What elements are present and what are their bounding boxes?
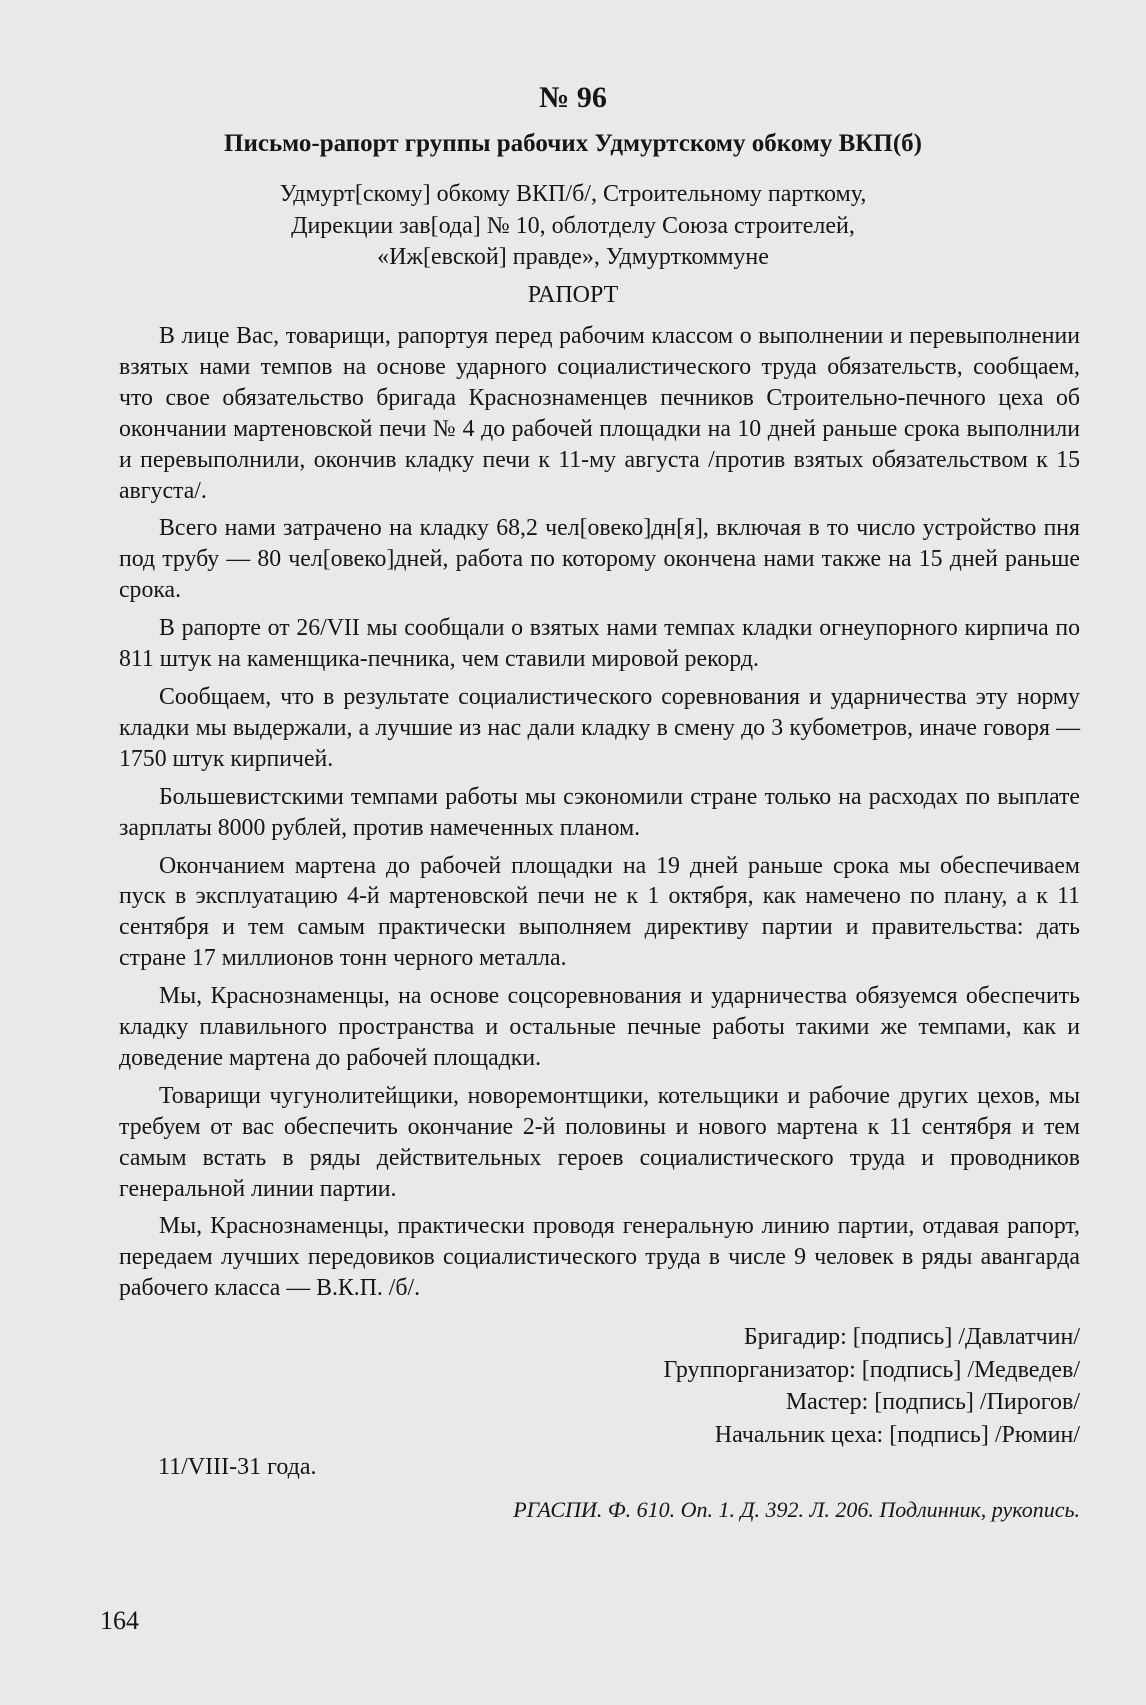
addressee-line: «Иж[евской] правде», Удмурткоммуне bbox=[377, 244, 769, 270]
addressee-line: Дирекции зав[ода] № 10, облотделу Союза строителей, bbox=[291, 212, 855, 239]
paragraph: Сообщаем, что в результате социалистического соревнования и ударничества эту норму кладки мы выдержали, а лучшие из нас дали кладку в смену до 3 кубометров, иначе говоря — 1750 штук кирпичей. bbox=[119, 683, 1080, 772]
addressee-block bbox=[150, 179, 996, 274]
report-heading: РАПОРТ bbox=[527, 282, 619, 308]
paragraph: В рапорте от 26/VII мы сообщали о взятых нами темпах кладки огнеупорного кирпича по 811 штук на каменщика-печника, чем ставили мировой рекорд. bbox=[119, 615, 1080, 673]
document-date: 11/VIII-31 года. bbox=[158, 1454, 317, 1480]
signature-line: Бригадир: [подпись] /Давлатчин/ bbox=[743, 1324, 1080, 1350]
paragraph: Товарищи чугунолитейщики, новоремонтщики, котельщики и рабочие других цехов, мы требуем от вас обеспечить окончание 2-й половины и нового мартена к 11 сентября и тем самым встать в ряды действительных героев социалистического труда и проводников генеральной линии партии. bbox=[119, 1082, 1080, 1202]
signature-line: Начальник цеха: [подпись] /Рюмин/ bbox=[714, 1421, 1080, 1448]
paragraph: В лице Вас, товарищи, рапортуя перед рабочим классом о выполнении и перевыполнении взятых нами темпов на основе ударного социалистического труда обязательств, сообщаем, что свое обязательство бригада Краснознаменцев печников Строительно-печного цеха об окончании мартеновской печи № 4 до рабочей площадки на 10 дней раньше срока выполнили и перевыполнили, окончив кладку печи к 11-му августа /против взятых обязательством к 15 августа/. bbox=[119, 323, 1080, 504]
paragraph: Мы, Краснознаменцы, практически проводя генеральную линию партии, отдавая рапорт, передаем лучших передовиков социалистического труда в числе 9 человек в ряды авангарда рабочего класса — В.К.П. /б/. bbox=[119, 1213, 1080, 1302]
paragraph: Всего нами затрачено на кладку 68,2 чел[овеко]дн[я], включая в то число устройство пня под трубу — 80 чел[овеко]дней, работа по которому окончена нами также на 15 дней раньше срока. bbox=[119, 515, 1080, 604]
signature-block bbox=[119, 1321, 1080, 1451]
signature-line: Мастер: [подпись] /Пирогов/ bbox=[785, 1389, 1080, 1415]
paragraph: Окончанием мартена до рабочей площадки на 19 дней раньше срока мы обеспечиваем пуск в эксплуатацию 4-й мартеновской печи не к 1 октября, как намечено по плану, а к 11 сентября и тем самым практически выполняем директиву партии и правительства: дать стране 17 миллионов тонн черного металла. bbox=[119, 852, 1080, 972]
document-title: Письмо-рапорт группы рабочих Удмуртскому обкому ВКП(б) bbox=[224, 130, 922, 157]
document-number: № 96 bbox=[539, 81, 607, 114]
signature-line: Группорганизатор: [подпись] /Медведев/ bbox=[663, 1356, 1080, 1383]
addressee-line: Удмурт[скому] обкому ВКП/б/, Строительному парткому, bbox=[279, 181, 867, 207]
report-body bbox=[119, 321, 1080, 1311]
paragraph: Мы, Краснознаменцы, на основе соцсоревнования и ударничества обязуемся обеспечить кладку плавильного пространства и остальные печные работы такими же темпами, как и доведение мартена до рабочей площадки. bbox=[119, 983, 1080, 1071]
paragraph: Большевистскими темпами работы мы сэкономили стране только на расходах по выплате зарплаты 8000 рублей, против намеченных планом. bbox=[119, 783, 1080, 841]
page-number: 164 bbox=[100, 1606, 139, 1635]
archive-source: РГАСПИ. Ф. 610. Оп. 1. Д. 392. Л. 206. Подлинник, рукопись. bbox=[513, 1497, 1080, 1522]
